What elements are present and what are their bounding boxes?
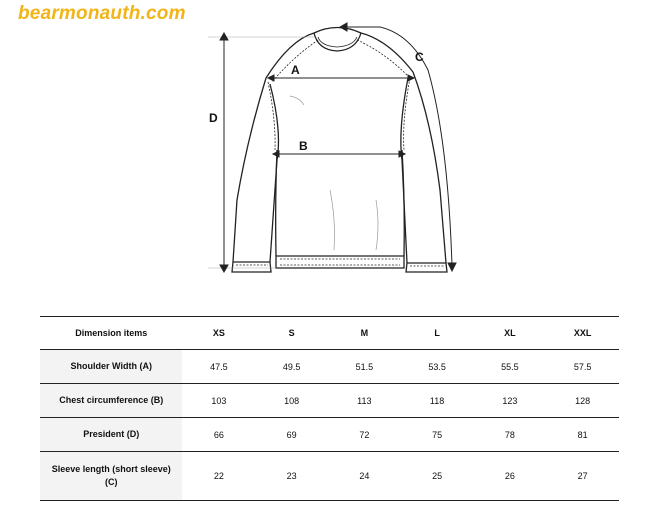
header-l: L [434,328,440,338]
label-d: D [209,111,218,125]
table-row-shoulder-width [40,350,619,384]
header-xs: XS [212,328,225,338]
table-cell: 22 [213,471,224,481]
table-cell: 55.5 [501,361,519,372]
table-cell: 53.5 [428,361,446,372]
table-cell: 123 [502,395,518,406]
table-cell: 66 [213,429,224,440]
measure-b [273,151,405,157]
table-cell: 113 [357,395,372,406]
table-cell: 103 [211,395,227,406]
header-xl: XL [504,328,516,338]
table-header-row [40,317,619,350]
label-c: C [415,50,424,64]
table-cell: 128 [575,395,591,406]
row-label: Sleeve length (short sleeve) (C) [40,452,182,501]
row-label: Shoulder Width (A) [40,350,182,384]
header-dimension-items: Dimension items [75,328,148,338]
table-cell: 81 [577,429,588,440]
table-cell: 47.5 [210,361,228,372]
label-b: B [299,139,308,153]
label-a: A [291,63,300,77]
table-row-chest-circumference [40,384,619,418]
table-cell: 57.5 [573,361,592,372]
measure-c [340,23,456,271]
table-row-sleeve-length [40,452,619,501]
row-label: President (D) [40,418,182,452]
measure-a [268,75,414,81]
table-cell: 51.5 [355,361,374,372]
table-cell: 23 [286,471,297,481]
header-s: S [288,328,295,338]
table-cell: 108 [284,395,300,406]
table-cell: 26 [504,471,515,481]
table-cell: 69 [286,429,297,440]
table-cell: 118 [429,395,445,406]
header-m: M [360,328,369,338]
watermark: bearmonauth.com [18,3,186,24]
table-cell: 49.5 [282,361,301,372]
table-cell: 25 [432,471,443,481]
table-cell: 72 [359,429,370,440]
table-cell: 78 [504,429,515,440]
sweater-outline [232,28,447,273]
table-cell: 75 [432,429,443,440]
row-label: Chest circumference (B) [40,384,182,418]
table-cell: 27 [577,471,588,481]
table-cell: 24 [359,471,370,481]
table-row-president [40,418,619,452]
size-chart-table [40,316,619,501]
header-xxl: XXL [573,328,592,338]
